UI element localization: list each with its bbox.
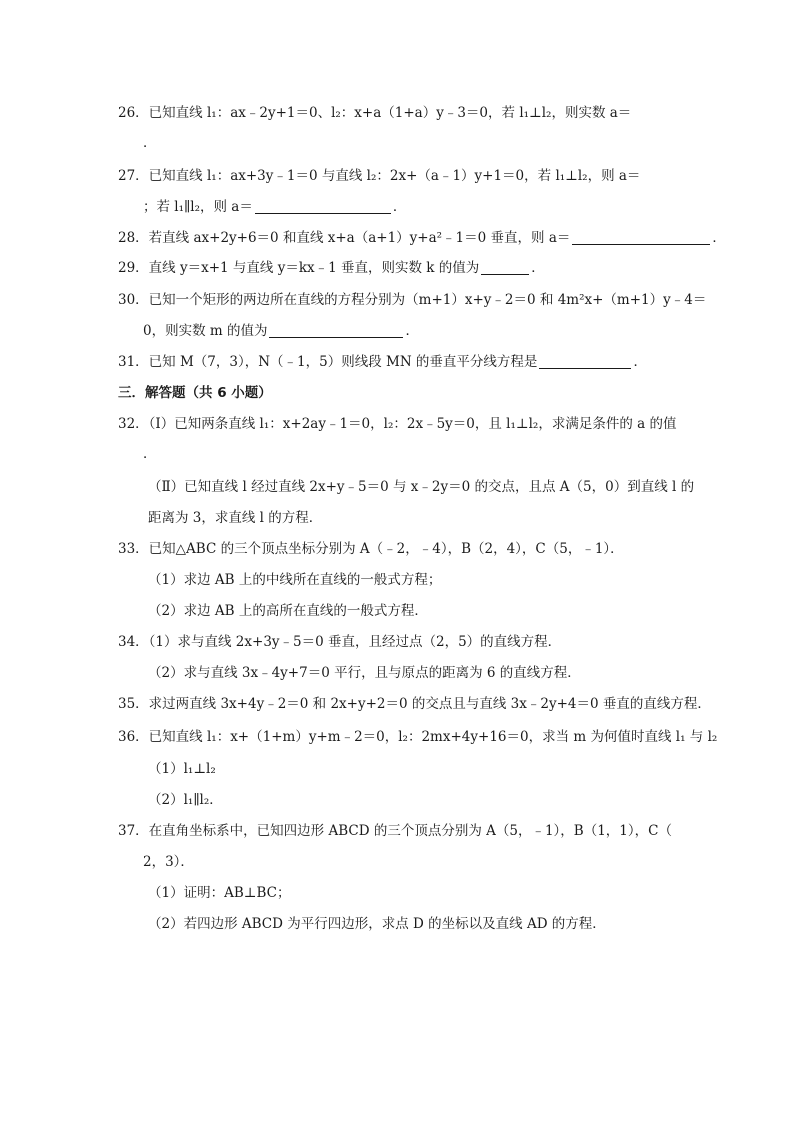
answer-blank[interactable] <box>572 230 710 245</box>
question-26-line-1: 26．已知直线 l₁：ax﹣2y+1＝0、l₂：x+a（1+a）y﹣3＝0，若 l₁⊥l₂，则实数 a＝ <box>118 105 632 121</box>
question-36-part-2: （2）l₁∥l₂． <box>148 792 223 808</box>
question-37-line-1: 37．在直角坐标系中，已知四边形 ABCD 的三个顶点分别为 A（5，﹣1），B（1，1），C（ <box>118 823 672 839</box>
answer-blank[interactable] <box>539 354 631 369</box>
question-37-line-2: 2，3）． <box>143 854 194 870</box>
answer-blank[interactable] <box>481 260 529 275</box>
question-33-part-2: （2）求边 AB 上的高所在直线的一般式方程． <box>148 603 428 619</box>
question-34-part-1: 34．（1）求与直线 2x+3y﹣5＝0 垂直，且经过点（2，5）的直线方程． <box>118 634 562 650</box>
question-34-part-2: （2）求与直线 3x﹣4y+7＝0 平行，且与原点的距离为 6 的直线方程． <box>148 665 581 681</box>
question-33: 33．已知△ABC 的三个顶点坐标分别为 A（﹣2，﹣4），B（2，4），C（5，﹣1）． <box>118 541 624 557</box>
question-27-line-2: ；若 l₁∥l₂，则 a＝ ． <box>143 199 407 215</box>
question-37-part-1: （1）证明：AB⊥BC； <box>148 885 291 901</box>
question-32-part-2-line-2: 距离为 3，求直线 l 的方程． <box>148 510 323 526</box>
question-32-line-1: 32．（Ⅰ）已知两条直线 l₁：x+2ay﹣1＝0，l₂：2x﹣5y＝0，且 l₁⊥l₂，求满足条件的 a 的值 <box>118 416 677 432</box>
question-27-line-1: 27．已知直线 l₁：ax+3y﹣1＝0 与直线 l₂：2x+（a﹣1）y+1＝0，若 l₁⊥l₂，则 a＝ <box>118 168 641 184</box>
question-33-part-1: （1）求边 AB 上的中线所在直线的一般式方程； <box>148 572 442 588</box>
question-31: 31．已知 M（7，3），N（﹣1，5）则线段 MN 的垂直平分线方程是 ． <box>118 354 647 370</box>
question-35: 35．求过两直线 3x+4y﹣2＝0 和 2x+y+2＝0 的交点且与直线 3x﹣2y+4＝0 垂直的直线方程． <box>118 696 711 712</box>
question-36: 36．已知直线 l₁：x+（1+m）y+m﹣2＝0，l₂：2mx+4y+16＝0，求当 m 为何值时直线 l₁ 与 l₂ <box>118 729 718 745</box>
question-32-part-2-line-1: （Ⅱ）已知直线 l 经过直线 2x+y﹣5＝0 与 x﹣2y＝0 的交点，且点 A（5，0）到直线 l 的 <box>148 479 695 495</box>
question-32-line-2: ． <box>143 446 157 462</box>
question-37-part-2: （2）若四边形 ABCD 为平行四边形，求点 D 的坐标以及直线 AD 的方程． <box>148 916 606 932</box>
question-30-line-1: 30．已知一个矩形的两边所在直线的方程分别为（m+1）x+y﹣2＝0 和 4m²x+（m+1）y﹣4＝ <box>118 292 707 308</box>
answer-blank[interactable] <box>269 323 403 338</box>
question-28: 28．若直线 ax+2y+6＝0 和直线 x+a（a+1）y+a²﹣1＝0 垂直，则 a＝ ． <box>118 230 726 246</box>
question-30-line-2: 0，则实数 m 的值为 ． <box>143 323 419 339</box>
question-29: 29．直线 y＝x+1 与直线 y＝kx﹣1 垂直，则实数 k 的值为 ． <box>118 260 545 276</box>
question-36-part-1: （1）l₁⊥l₂ <box>148 761 216 777</box>
section-heading: 三．解答题（共 6 小题） <box>118 385 272 401</box>
question-26-line-2: ． <box>143 135 157 151</box>
answer-blank[interactable] <box>255 199 391 214</box>
